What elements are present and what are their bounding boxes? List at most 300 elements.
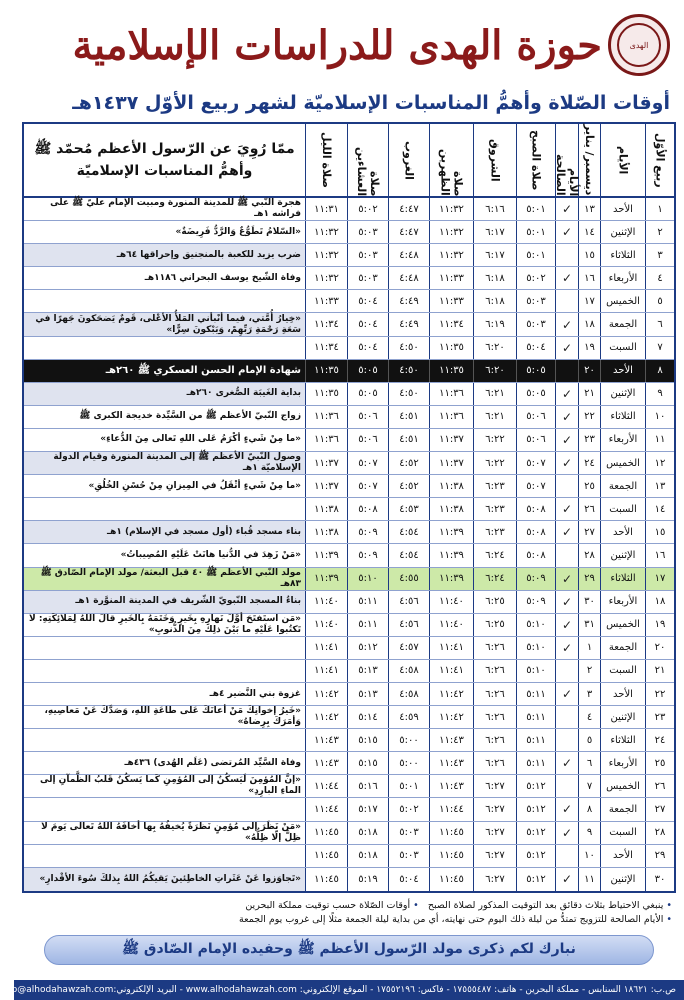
gregorian-date: ٩ xyxy=(578,822,600,844)
fajr-time: ٥:٠٤ xyxy=(516,337,555,359)
night-prayer-time: ١١:٣٢ xyxy=(305,221,347,243)
night-prayer-time: ١١:٣٩ xyxy=(305,568,347,590)
special-day-check: ✓ xyxy=(555,198,578,220)
special-day-check xyxy=(555,660,578,682)
special-day-check xyxy=(555,845,578,867)
isha-time: ٥:٠٥ xyxy=(347,383,388,405)
row-number: ١٣ xyxy=(645,475,674,497)
dhuhr-time: ١١:٣٦ xyxy=(429,406,473,428)
event-text: شهادة الإمام الحسن العسكري ﷺ ٢٦٠هـ xyxy=(24,360,305,382)
gregorian-date: ٢٢ xyxy=(578,406,600,428)
gregorian-date: ١٠ xyxy=(578,845,600,867)
shuruq-time: ٦:٢٧ xyxy=(473,845,516,867)
maghrib-time: ٤:٤٧ xyxy=(388,221,429,243)
row-number: ١٥ xyxy=(645,521,674,543)
special-day-check xyxy=(555,775,578,797)
maghrib-time: ٤:٥٤ xyxy=(388,544,429,566)
night-prayer-time: ١١:٤٥ xyxy=(305,845,347,867)
day-name: الأحد xyxy=(600,845,645,867)
event-text: «مَن استَفتَحَ أوَّلَ نَهارِهِ بِخَيرٍ وَخَتَمَهُ بِالخَيرِ قالَ اللهُ لِمَلائِكَتِهِ: لا تَكتُبوا عَلَيْهِ ما بَيْنَ ذلِكَ مِنَ الذُّنوبِ» xyxy=(29,613,301,635)
day-name: الثلاثاء xyxy=(600,729,645,751)
isha-time: ٥:١٥ xyxy=(347,752,388,774)
maghrib-time: ٤:٥٩ xyxy=(388,706,429,728)
col-header-rabi: ربيع الأوّل xyxy=(645,124,674,196)
event-text: «خِيارُ أُمَّتي، فيما أنْبأني المَلأُ الأعْلى، قَومٌ يَضحَكونَ جَهرًا في سَعَةِ رَحْمَةِ رَبِّهِمْ، وَيَبْكونَ سِرًّا» xyxy=(24,313,305,335)
gregorian-date: ٢٣ xyxy=(578,429,600,451)
gregorian-date: ٧ xyxy=(578,775,600,797)
isha-time: ٥:٠٨ xyxy=(347,498,388,520)
fajr-time: ٥:٠٨ xyxy=(516,521,555,543)
day-name: السبت xyxy=(600,337,645,359)
special-day-check: ✓ xyxy=(555,683,578,705)
night-prayer-time: ١١:٣٦ xyxy=(305,429,347,451)
isha-time: ٥:٠٩ xyxy=(347,521,388,543)
shuruq-time: ٦:٢٠ xyxy=(473,360,516,382)
night-prayer-time: ١١:٣٥ xyxy=(305,383,347,405)
gregorian-date: ١١ xyxy=(578,868,600,891)
row-number: ٢٣ xyxy=(645,706,674,728)
event-text xyxy=(24,498,305,520)
maghrib-time: ٤:٥٠ xyxy=(388,360,429,382)
isha-time: ٥:٠٦ xyxy=(347,406,388,428)
events-header-line1: ممّا رُوِيَ عن الرّسول الأعظم مُحمّد ﷺ xyxy=(34,141,295,157)
col-header-gregorian: ديسمبر/ يناير xyxy=(578,124,600,196)
day-name: الأحد xyxy=(600,683,645,705)
col-header-isha: صلاة العشاءين xyxy=(347,124,388,196)
table-row xyxy=(24,544,674,567)
day-name: الخميس xyxy=(600,290,645,312)
special-day-check: ✓ xyxy=(555,752,578,774)
table-row xyxy=(24,198,674,221)
isha-time: ٥:٠٣ xyxy=(347,244,388,266)
maghrib-time: ٤:٥٠ xyxy=(388,337,429,359)
event-text: ضرب يزيد للكعبة بالمنجنيق وإحراقها ٦٤هـ xyxy=(24,244,305,266)
row-number: ٣٠ xyxy=(645,868,674,891)
gregorian-date: ١ xyxy=(578,637,600,659)
gregorian-date: ٢٦ xyxy=(578,498,600,520)
event-text xyxy=(24,337,305,359)
row-number: ١٨ xyxy=(645,591,674,613)
fajr-time: ٥:٠٦ xyxy=(516,429,555,451)
table-row xyxy=(24,775,674,798)
shuruq-time: ٦:٢٦ xyxy=(473,706,516,728)
gregorian-date: ٢٠ xyxy=(578,360,600,382)
isha-time: ٥:٠٩ xyxy=(347,544,388,566)
isha-time: ٥:١٣ xyxy=(347,683,388,705)
row-number: ١٤ xyxy=(645,498,674,520)
shuruq-time: ٦:٢٦ xyxy=(473,660,516,682)
shuruq-time: ٦:١٦ xyxy=(473,198,516,220)
fajr-time: ٥:٠٢ xyxy=(516,267,555,289)
table-row xyxy=(24,868,674,891)
day-name: الإثنين xyxy=(600,706,645,728)
table-row xyxy=(24,729,674,752)
fajr-time: ٥:١٠ xyxy=(516,614,555,636)
event-text: «مَنْ نَظَرَ إلى مُؤمِنٍ نَظرَةً يُخيفُهُ بِها أخافَهُ اللهُ تَعالى يَومَ لا ظِلَّ إلّا ظِلُّهُ» xyxy=(41,821,301,843)
maghrib-time: ٤:٥٤ xyxy=(388,521,429,543)
day-name: الأحد xyxy=(600,521,645,543)
dhuhr-time: ١١:٣٨ xyxy=(429,475,473,497)
table-row xyxy=(24,683,674,706)
dhuhr-time: ١١:٣٩ xyxy=(429,521,473,543)
isha-time: ٥:١٠ xyxy=(347,568,388,590)
maghrib-time: ٤:٤٧ xyxy=(388,198,429,220)
isha-time: ٥:٠٦ xyxy=(347,429,388,451)
maghrib-time: ٤:٤٨ xyxy=(388,244,429,266)
event-text: مولد النّبي الأعظم ﷺ ٤٠ قبل البعثة/ مولد الإمام الصّادق ﷺ ٨٣هـ xyxy=(24,568,305,590)
row-number: ٣ xyxy=(645,244,674,266)
row-number: ٢٩ xyxy=(645,845,674,867)
day-name: الخميس xyxy=(600,452,645,474)
fajr-time: ٥:١٢ xyxy=(516,798,555,820)
row-number: ١٠ xyxy=(645,406,674,428)
dhuhr-time: ١١:٣٣ xyxy=(429,267,473,289)
day-name: الثلاثاء xyxy=(600,568,645,590)
gregorian-date: ٦ xyxy=(578,752,600,774)
special-day-check: ✓ xyxy=(555,822,578,844)
table-row xyxy=(24,660,674,683)
maghrib-time: ٤:٤٩ xyxy=(388,290,429,312)
maghrib-time: ٤:٥٨ xyxy=(388,683,429,705)
event-text: «خَيرُ إخوانِكَ مَنْ أعانَكَ عَلى طاعَةِ اللهِ، وَصَدَّكَ عَنْ مَعاصِيهِ، وَأمَرَكَ بِرِضاهُ» xyxy=(44,706,301,728)
row-number: ٩ xyxy=(645,383,674,405)
isha-time: ٥:٠٤ xyxy=(347,313,388,335)
isha-time: ٥:١١ xyxy=(347,614,388,636)
fajr-time: ٥:٠٨ xyxy=(516,498,555,520)
isha-time: ٥:١١ xyxy=(347,591,388,613)
notes xyxy=(26,899,672,927)
shuruq-time: ٦:٢٦ xyxy=(473,637,516,659)
logo-calligraphy: حوزة الهدى للدراسات الإسلامية xyxy=(72,22,602,69)
event-text: «تَجاوَزوا عَنْ عَثَراتِ الخاطِئينَ يَقيكُمُ اللهُ بِذلكَ سُوءَ الأقْدارِ» xyxy=(24,868,305,891)
row-number: ٢٨ xyxy=(645,822,674,844)
day-name: الأربعاء xyxy=(600,591,645,613)
night-prayer-time: ١١:٣٢ xyxy=(305,267,347,289)
gregorian-date: ١٨ xyxy=(578,313,600,335)
maghrib-time: ٤:٤٩ xyxy=(388,313,429,335)
fajr-time: ٥:٠٥ xyxy=(516,360,555,382)
fajr-time: ٥:١٠ xyxy=(516,660,555,682)
shuruq-time: ٦:٢٥ xyxy=(473,614,516,636)
maghrib-time: ٤:٥٢ xyxy=(388,452,429,474)
gregorian-date: ٢١ xyxy=(578,383,600,405)
dhuhr-time: ١١:٤٠ xyxy=(429,614,473,636)
logo-seal xyxy=(608,14,670,76)
special-day-check: ✓ xyxy=(555,452,578,474)
day-name: الإثنين xyxy=(600,221,645,243)
table-row xyxy=(24,337,674,360)
special-day-check xyxy=(555,244,578,266)
event-text: بداية الغَيبَة الصُّغرى ٢٦٠هـ xyxy=(24,383,305,405)
day-name: الجمعة xyxy=(600,637,645,659)
night-prayer-time: ١١:٣١ xyxy=(305,198,347,220)
maghrib-time: ٤:٥٦ xyxy=(388,591,429,613)
gregorian-date: ١٤ xyxy=(578,221,600,243)
gregorian-date: ٥ xyxy=(578,729,600,751)
col-header-events xyxy=(24,124,305,196)
fajr-time: ٥:١١ xyxy=(516,752,555,774)
shuruq-time: ٦:٢٧ xyxy=(473,775,516,797)
table-row xyxy=(24,267,674,290)
maghrib-time: ٥:٠٣ xyxy=(388,822,429,844)
special-day-check: ✓ xyxy=(555,591,578,613)
footer-email[interactable]: info@alhodahawzah.com xyxy=(0,985,114,995)
special-day-check xyxy=(555,544,578,566)
note-text: ينبغي الاحتياط بثلاث دقائق بعد التوقيت المذكور لصلاة الصبح xyxy=(427,899,664,911)
table-row xyxy=(24,798,674,821)
gregorian-date: ٢٨ xyxy=(578,544,600,566)
day-name: الأحد xyxy=(600,360,645,382)
shuruq-time: ٦:٢٣ xyxy=(473,521,516,543)
table-row xyxy=(24,591,674,614)
day-name: الخميس xyxy=(600,614,645,636)
dhuhr-time: ١١:٣٧ xyxy=(429,452,473,474)
table-row xyxy=(24,290,674,313)
shuruq-time: ٦:٢٦ xyxy=(473,752,516,774)
gregorian-date: ٢٩ xyxy=(578,568,600,590)
col-header-dhuhr: صلاة الظهرين xyxy=(429,124,473,196)
fajr-time: ٥:٠٧ xyxy=(516,475,555,497)
isha-time: ٥:٠٧ xyxy=(347,475,388,497)
gregorian-date: ١٣ xyxy=(578,198,600,220)
isha-time: ٥:٠٧ xyxy=(347,452,388,474)
fajr-time: ٥:٠٣ xyxy=(516,290,555,312)
day-name: الثلاثاء xyxy=(600,406,645,428)
note-text: الأيام الصالحة للتزويج تمتدُّ من ليلة ذلك اليوم حتى نهايته، أي من بداية ليلة الجمعة مثلًا إلى غروب يوم الجمعة xyxy=(239,913,664,925)
shuruq-time: ٦:٢٦ xyxy=(473,729,516,751)
night-prayer-time: ١١:٤٥ xyxy=(305,822,347,844)
isha-time: ٥:١٤ xyxy=(347,706,388,728)
night-prayer-time: ١١:٣٩ xyxy=(305,544,347,566)
maghrib-time: ٥:٠٤ xyxy=(388,868,429,891)
special-day-check: ✓ xyxy=(555,798,578,820)
event-text xyxy=(24,290,305,312)
night-prayer-time: ١١:٣٨ xyxy=(305,521,347,543)
night-prayer-time: ١١:٣٣ xyxy=(305,290,347,312)
dhuhr-time: ١١:٤٣ xyxy=(429,775,473,797)
dhuhr-time: ١١:٤٢ xyxy=(429,706,473,728)
dhuhr-time: ١١:٤٣ xyxy=(429,729,473,751)
dhuhr-time: ١١:٣٨ xyxy=(429,498,473,520)
night-prayer-time: ١١:٣٨ xyxy=(305,498,347,520)
shuruq-time: ٦:٢٤ xyxy=(473,544,516,566)
special-day-check: ✓ xyxy=(555,383,578,405)
special-day-check: ✓ xyxy=(555,406,578,428)
table-row xyxy=(24,845,674,868)
table-row xyxy=(24,383,674,406)
dhuhr-time: ١١:٤٥ xyxy=(429,822,473,844)
row-number: ٢٦ xyxy=(645,775,674,797)
shuruq-time: ٦:٢٦ xyxy=(473,683,516,705)
night-prayer-time: ١١:٣٤ xyxy=(305,337,347,359)
row-number: ٦ xyxy=(645,313,674,335)
gregorian-date: ٣٠ xyxy=(578,591,600,613)
dhuhr-time: ١١:٤٥ xyxy=(429,868,473,891)
table-row xyxy=(24,452,674,475)
maghrib-time: ٤:٥١ xyxy=(388,429,429,451)
shuruq-time: ٦:٢١ xyxy=(473,406,516,428)
row-number: ٥ xyxy=(645,290,674,312)
header xyxy=(14,0,684,88)
isha-time: ٥:٠٣ xyxy=(347,267,388,289)
fajr-time: ٥:٠٧ xyxy=(516,452,555,474)
maghrib-time: ٥:٠٣ xyxy=(388,845,429,867)
day-name: الثلاثاء xyxy=(600,244,645,266)
isha-time: ٥:١٢ xyxy=(347,637,388,659)
special-day-check xyxy=(555,706,578,728)
fajr-time: ٥:١٢ xyxy=(516,845,555,867)
row-number: ١٦ xyxy=(645,544,674,566)
fajr-time: ٥:١٠ xyxy=(516,637,555,659)
gregorian-date: ١٦ xyxy=(578,267,600,289)
night-prayer-time: ١١:٤٢ xyxy=(305,706,347,728)
row-number: ٢٠ xyxy=(645,637,674,659)
dhuhr-time: ١١:٣٥ xyxy=(429,337,473,359)
fajr-time: ٥:٠١ xyxy=(516,244,555,266)
night-prayer-time: ١١:٣٧ xyxy=(305,475,347,497)
special-day-check: ✓ xyxy=(555,429,578,451)
gregorian-date: ١٧ xyxy=(578,290,600,312)
table-row xyxy=(24,406,674,429)
day-name: الجمعة xyxy=(600,313,645,335)
day-name: الأربعاء xyxy=(600,267,645,289)
row-number: ٢٥ xyxy=(645,752,674,774)
night-prayer-time: ١١:٤٥ xyxy=(305,868,347,891)
maghrib-time: ٤:٥٨ xyxy=(388,660,429,682)
table-row xyxy=(24,752,674,775)
table-row xyxy=(24,706,674,729)
row-number: ٢٤ xyxy=(645,729,674,751)
row-number: ٢ xyxy=(645,221,674,243)
isha-time: ٥:١٧ xyxy=(347,798,388,820)
gregorian-date: ٢٧ xyxy=(578,521,600,543)
table-row xyxy=(24,822,674,845)
day-name: الأربعاء xyxy=(600,752,645,774)
day-name: السبت xyxy=(600,660,645,682)
table-header xyxy=(24,124,674,198)
fajr-time: ٥:٠١ xyxy=(516,221,555,243)
isha-time: ٥:١٨ xyxy=(347,822,388,844)
shuruq-time: ٦:١٨ xyxy=(473,267,516,289)
event-text: «ما مِنْ شَيءٍ أثْقَلُ في المِيزانِ مِنْ حُسْنِ الخُلُقِ» xyxy=(88,480,301,491)
shuruq-time: ٦:٢٢ xyxy=(473,452,516,474)
table-row xyxy=(24,360,674,383)
gregorian-date: ٣ xyxy=(578,683,600,705)
special-day-check: ✓ xyxy=(555,568,578,590)
table-row xyxy=(24,521,674,544)
day-name: الإثنين xyxy=(600,544,645,566)
event-text: «مَنْ زَهِدَ في الدُّنيا هانَتْ عَلَيْهِ المُصِيباتُ» xyxy=(120,549,301,560)
maghrib-time: ٤:٥٦ xyxy=(388,614,429,636)
maghrib-time: ٤:٥٣ xyxy=(388,498,429,520)
dhuhr-time: ١١:٤١ xyxy=(429,660,473,682)
gregorian-date: ٣١ xyxy=(578,614,600,636)
events-header-line2: وأهمُّ المناسبات الإسلاميّة xyxy=(76,163,253,179)
row-number: ٢٢ xyxy=(645,683,674,705)
night-prayer-time: ١١:٤٣ xyxy=(305,729,347,751)
special-day-check: ✓ xyxy=(555,267,578,289)
night-prayer-time: ١١:٤٤ xyxy=(305,798,347,820)
dhuhr-time: ١١:٣٧ xyxy=(429,429,473,451)
event-text: بناء مسجد قُباء (أول مسجد في الإسلام) ١هـ xyxy=(24,521,305,543)
day-name: الخميس xyxy=(600,775,645,797)
gregorian-date: ١٥ xyxy=(578,244,600,266)
table-row xyxy=(24,498,674,521)
shuruq-time: ٦:٢٧ xyxy=(473,868,516,891)
isha-time: ٥:١٨ xyxy=(347,845,388,867)
gregorian-date: ٨ xyxy=(578,798,600,820)
night-prayer-time: ١١:٤٢ xyxy=(305,683,347,705)
fajr-time: ٥:٠٩ xyxy=(516,568,555,590)
dhuhr-time: ١١:٤٢ xyxy=(429,683,473,705)
row-number: ١ xyxy=(645,198,674,220)
footer-address: ص.ب: ١٨٦٢١ السنابس - مملكة البحرين - هاتف: ١٧٥٥٥٤٨٧ - فاكس: ١٧٥٥٢١٩٦ - الموقع الإلكتروني: www.alhodahawzah.com - البريد الإلكتروني: xyxy=(113,985,676,995)
night-prayer-time: ١١:٤١ xyxy=(305,660,347,682)
special-day-check xyxy=(555,360,578,382)
isha-time: ٥:١٥ xyxy=(347,729,388,751)
special-day-check: ✓ xyxy=(555,637,578,659)
fajr-time: ٥:١١ xyxy=(516,729,555,751)
event-text xyxy=(24,798,305,820)
special-day-check: ✓ xyxy=(555,498,578,520)
col-header-day: الأيام xyxy=(600,124,645,196)
special-day-check: ✓ xyxy=(555,313,578,335)
maghrib-time: ٤:٥٠ xyxy=(388,383,429,405)
maghrib-time: ٤:٥١ xyxy=(388,406,429,428)
shuruq-time: ٦:٢٧ xyxy=(473,822,516,844)
dhuhr-time: ١١:٣٢ xyxy=(429,198,473,220)
table-row xyxy=(24,313,674,336)
dhuhr-time: ١١:٣٤ xyxy=(429,313,473,335)
isha-time: ٥:٠٤ xyxy=(347,290,388,312)
seal-text: الهدى xyxy=(617,23,661,67)
dhuhr-time: ١١:٣٩ xyxy=(429,544,473,566)
col-header-fajr: صلاة الصبح xyxy=(516,124,555,196)
shuruq-time: ٦:٢٥ xyxy=(473,591,516,613)
maghrib-time: ٥:٠٢ xyxy=(388,798,429,820)
dhuhr-time: ١١:٣٢ xyxy=(429,244,473,266)
fajr-time: ٥:٠١ xyxy=(516,198,555,220)
maghrib-time: ٤:٥٥ xyxy=(388,568,429,590)
page-title: أوقات الصّلاة وأهمُّ المناسبات الإسلاميّة لشهر ربيع الأوّل ١٤٣٧هـ xyxy=(72,92,670,114)
shuruq-time: ٦:٢١ xyxy=(473,383,516,405)
table-row xyxy=(24,221,674,244)
shuruq-time: ٦:١٨ xyxy=(473,290,516,312)
special-day-check: ✓ xyxy=(555,337,578,359)
shuruq-time: ٦:٢٣ xyxy=(473,475,516,497)
row-number: ٢٧ xyxy=(645,798,674,820)
maghrib-time: ٥:٠٠ xyxy=(388,752,429,774)
dhuhr-time: ١١:٣٥ xyxy=(429,360,473,382)
isha-time: ٥:٠٣ xyxy=(347,221,388,243)
dhuhr-time: ١١:٤٥ xyxy=(429,845,473,867)
isha-time: ٥:١٦ xyxy=(347,775,388,797)
row-number: ١٧ xyxy=(645,568,674,590)
special-day-check: ✓ xyxy=(555,868,578,891)
row-number: ١٩ xyxy=(645,614,674,636)
gregorian-date: ١٩ xyxy=(578,337,600,359)
fajr-time: ٥:١٢ xyxy=(516,868,555,891)
night-prayer-time: ١١:٤٤ xyxy=(305,775,347,797)
day-name: الإثنين xyxy=(600,868,645,891)
special-day-check: ✓ xyxy=(555,521,578,543)
isha-time: ٥:٠٥ xyxy=(347,360,388,382)
night-prayer-time: ١١:٤٣ xyxy=(305,752,347,774)
dhuhr-time: ١١:٣٦ xyxy=(429,383,473,405)
event-text: وفاة السَّيِّد المُرتضى (عَلَم الهُدى) ٤٣٦هـ xyxy=(124,757,301,768)
isha-time: ٥:٠٢ xyxy=(347,198,388,220)
dhuhr-time: ١١:٤٠ xyxy=(429,591,473,613)
